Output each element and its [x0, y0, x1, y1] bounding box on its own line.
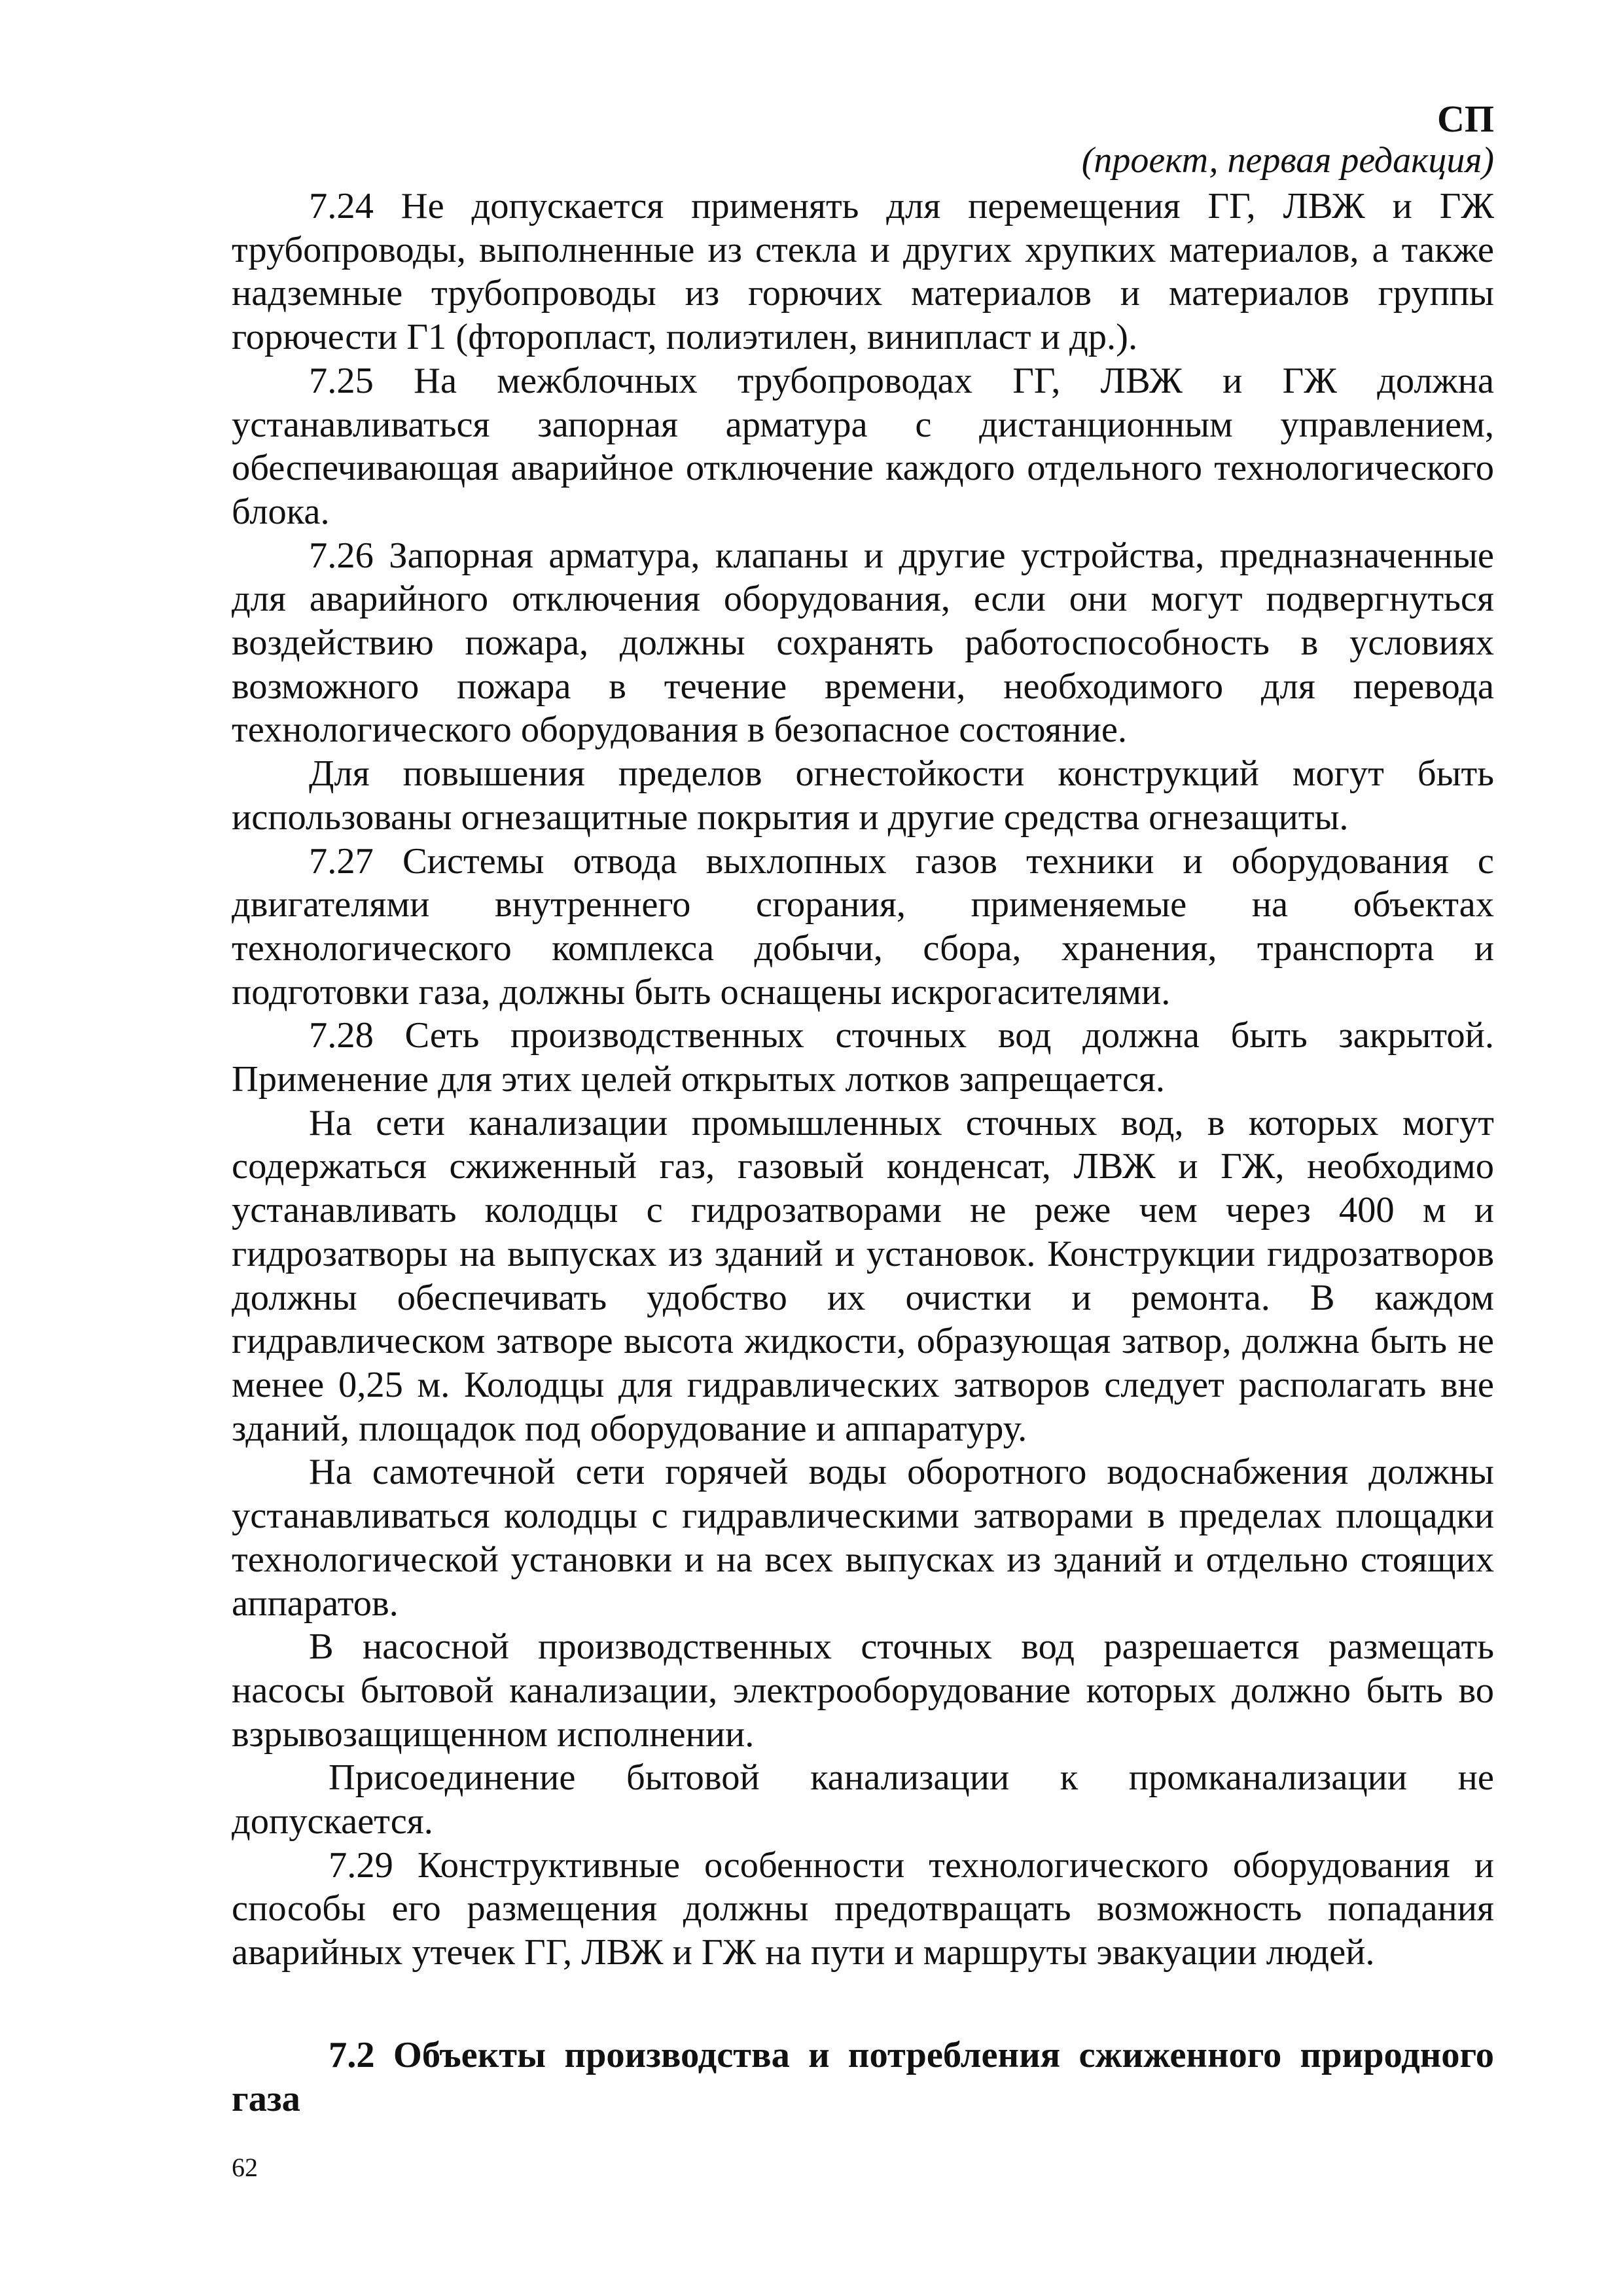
body-text	[232, 185, 1494, 2121]
paragraph-7-28: 7.28 Сеть производственных сточных вод должна быть закрытой. Применение для этих целей открытых лотков запрещается.	[232, 1015, 1494, 1100]
paragraph-7-25: 7.25 На межблочных трубопроводах ГГ, ЛВЖ и ГЖ должна устанавливаться запорная арматура с дистанционным управлением, обеспечивающая аварийное отключение каждого отдельного технологического блока.	[232, 360, 1494, 532]
paragraph-7-26: 7.26 Запорная арматура, клапаны и другие устройства, предназначенные для аварийного отключения оборудования, если они могут подвергнуться воздействию пожара, должны сохранять работоспособность в условиях возможного пожара в течение времени, необходимого для перевода технологического оборудования в безопасное состояние.	[232, 535, 1494, 751]
paragraph-fire-protection: Для повышения пределов огнестойкости конструкций могут быть использованы огнезащитные покрытия и другие средства огнезащиты.	[232, 753, 1494, 838]
paragraph-pump-station: В насосной производственных сточных вод разрешается размещать насосы бытовой канализации, электрооборудование которых должно быть во взрывозащищенном исполнении.	[232, 1626, 1494, 1755]
section-heading: 7.2 Объекты производства и потребления сжиженного природного газа	[232, 2034, 1494, 2119]
page-number: 62	[232, 2153, 258, 2182]
paragraph-hot-water-network: На самотечной сети горячей воды оборотного водоснабжения должны устанавливаться колодцы с гидравлическими затворами в пределах площадки технологической установки и на всех выпусках из зданий и отдельно стоящих аппаратов.	[232, 1452, 1494, 1624]
paragraph-sewer-network: На сети канализации промышленных сточных вод, в которых могут содержаться сжиженный газ, газовый конденсат, ЛВЖ и ГЖ, необходимо устанавливать колодцы с гидрозатворами не реже чем через 400 м и гидрозатворы на выпусках из зданий и установок. Конструкции гидрозатворов должны обеспечивать удобство их очистки и ремонта. В каждом гидравлическом затворе высота жидкости, образующая затвор, должна быть не менее 0,25 м. Колодцы для гидравлических затворов следует располагать вне зданий, площадок под оборудование и аппаратуру.	[232, 1102, 1494, 1449]
document-code: СП	[1437, 98, 1494, 140]
paragraph-household-sewer: Присоединение бытовой канализации к промканализации не допускается.	[232, 1757, 1494, 1842]
paragraph-7-27: 7.27 Системы отвода выхлопных газов техники и оборудования с двигателями внутреннего сгорания, применяемые на объектах технологического комплекса добычи, сбора, хранения, транспорта и подготовки газа, должны быть оснащены искрогасителями.	[232, 840, 1494, 1013]
document-status: (проект, первая редакция)	[1081, 140, 1494, 181]
paragraph-7-24: 7.24 Не допускается применять для перемещения ГГ, ЛВЖ и ГЖ трубопроводы, выполненные из стекла и других хрупких материалов, а также надземные трубопроводы из горючих материалов и материалов группы горючести Г1 (фторопласт, полиэтилен, винипласт и др.).	[232, 186, 1494, 358]
paragraph-7-29: 7.29 Конструктивные особенности технологического оборудования и способы его размещения должны предотвращать возможность попадания аварийных утечек ГГ, ЛВЖ и ГЖ на пути и маршруты эвакуации людей.	[232, 1844, 1494, 1973]
